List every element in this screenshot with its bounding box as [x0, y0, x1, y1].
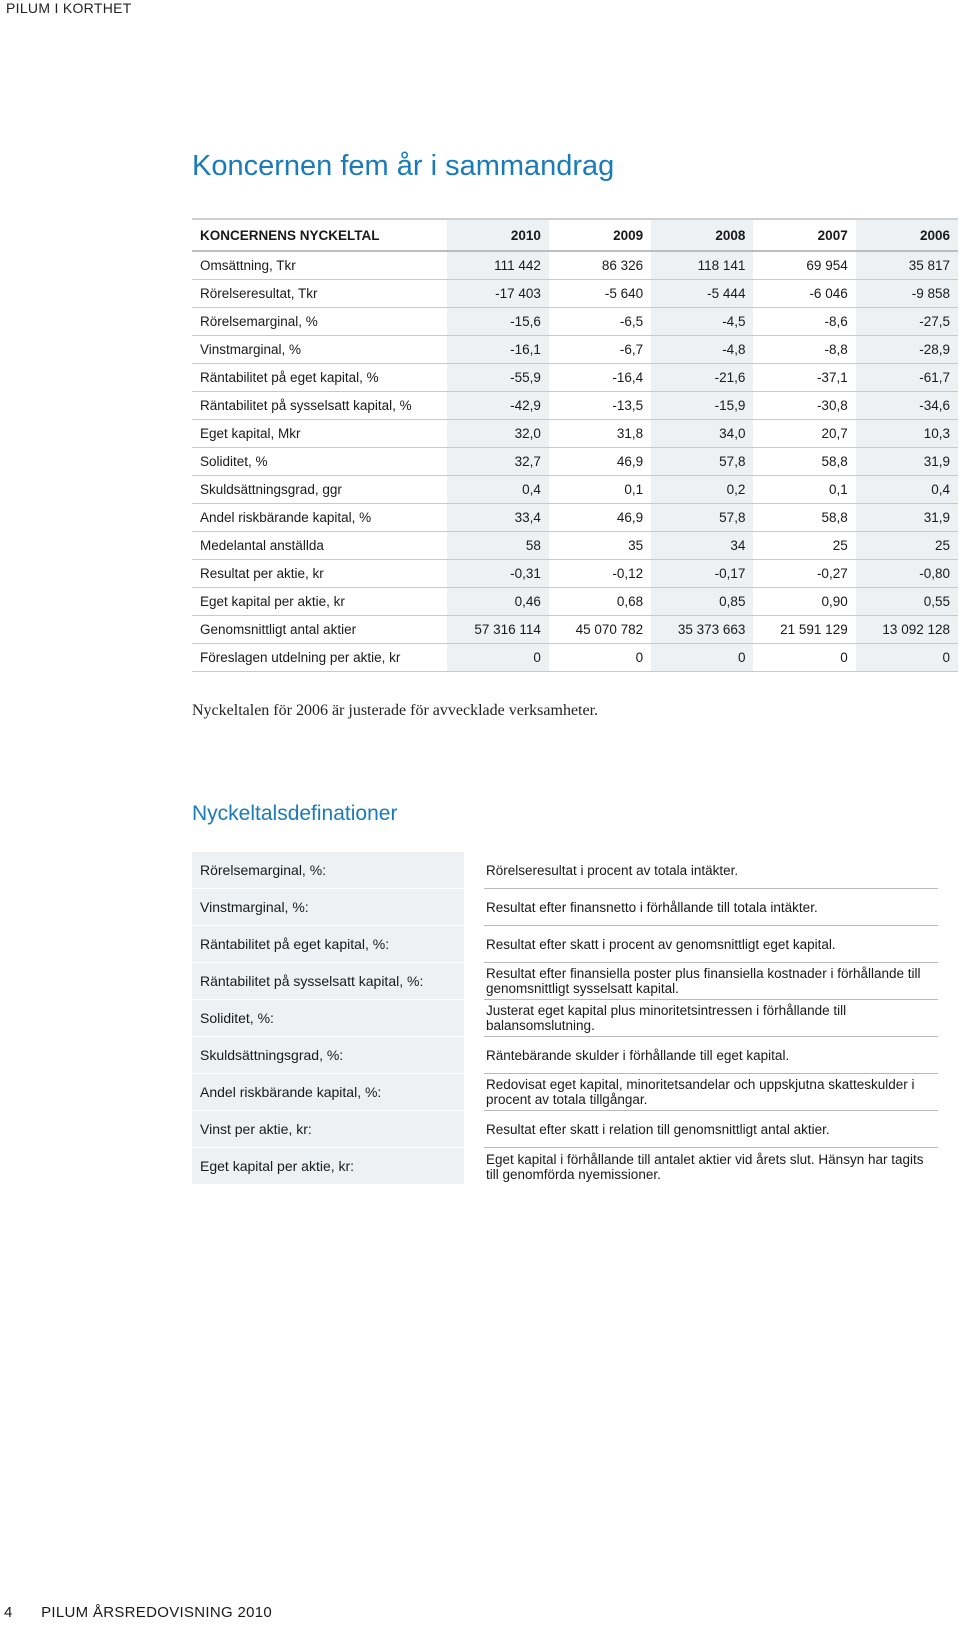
footer-text: PILUM ÅRSREDOVISNING 2010 [41, 1604, 273, 1621]
definition-row [192, 963, 938, 1000]
table-cell: 0 [753, 644, 855, 672]
definition-gap [464, 1037, 484, 1074]
definition-term: Vinst per aktie, kr: [192, 1111, 464, 1148]
table-cell: -6,5 [549, 308, 651, 336]
table-cell: -6,7 [549, 336, 651, 364]
table-cell: 0 [447, 644, 549, 672]
definition-row [192, 1148, 938, 1185]
table-cell: 0,55 [856, 588, 958, 616]
definition-row [192, 1000, 938, 1037]
table-row [192, 251, 958, 280]
table-row [192, 336, 958, 364]
definition-row [192, 1074, 938, 1111]
table-cell: 0 [651, 644, 753, 672]
table-cell: 0,4 [447, 476, 549, 504]
definition-description: Rörelseresultat i procent av totala intäkter. [484, 852, 938, 889]
row-label: Resultat per aktie, kr [192, 560, 447, 588]
table-cell: 35 373 663 [651, 616, 753, 644]
table-row [192, 392, 958, 420]
definition-description: Resultat efter finansnetto i förhållande till totala intäkter. [484, 889, 938, 926]
table-row [192, 588, 958, 616]
table-cell: 0,90 [753, 588, 855, 616]
table-cell: 0,2 [651, 476, 753, 504]
row-label: Föreslagen utdelning per aktie, kr [192, 644, 447, 672]
definition-row [192, 1111, 938, 1148]
row-label: Eget kapital per aktie, kr [192, 588, 447, 616]
table-cell: 58,8 [753, 504, 855, 532]
table-cell: -4,5 [651, 308, 753, 336]
table-cell: -21,6 [651, 364, 753, 392]
year-header: 2009 [549, 219, 651, 251]
table-cell: 10,3 [856, 420, 958, 448]
row-label: Medelantal anställda [192, 532, 447, 560]
year-header: 2010 [447, 219, 549, 251]
table-cell: -5 640 [549, 280, 651, 308]
table-cell: 35 [549, 532, 651, 560]
definition-row [192, 926, 938, 963]
table-cell: 20,7 [753, 420, 855, 448]
table-cell: -27,5 [856, 308, 958, 336]
table-cell: -15,9 [651, 392, 753, 420]
table-row [192, 448, 958, 476]
table-cell: 45 070 782 [549, 616, 651, 644]
table-row [192, 504, 958, 532]
definition-row [192, 1037, 938, 1074]
table-cell: 32,7 [447, 448, 549, 476]
table-cell: -8,8 [753, 336, 855, 364]
table-cell: 57 316 114 [447, 616, 549, 644]
page-number: 4 [4, 1604, 13, 1621]
definition-description: Resultat efter skatt i procent av genomsnittligt eget kapital. [484, 926, 938, 963]
table-cell: 86 326 [549, 251, 651, 280]
year-header: 2006 [856, 219, 958, 251]
table-cell: 58,8 [753, 448, 855, 476]
table-row [192, 476, 958, 504]
table-cell: 34 [651, 532, 753, 560]
table-cell: -0,80 [856, 560, 958, 588]
definition-gap [464, 1111, 484, 1148]
definition-description: Justerat eget kapital plus minoritetsintressen i förhållande till balansomslutning. [484, 1000, 938, 1037]
table-cell: 35 817 [856, 251, 958, 280]
table-row [192, 280, 958, 308]
table-cell: 0,4 [856, 476, 958, 504]
table-row [192, 308, 958, 336]
table-cell: -30,8 [753, 392, 855, 420]
definition-row [192, 852, 938, 889]
definition-term: Rörelsemarginal, %: [192, 852, 464, 889]
table-row [192, 420, 958, 448]
table-cell: -0,17 [651, 560, 753, 588]
table-cell: -8,6 [753, 308, 855, 336]
table-cell: 25 [856, 532, 958, 560]
table-cell: 58 [447, 532, 549, 560]
row-label: Andel riskbärande kapital, % [192, 504, 447, 532]
row-label: Soliditet, % [192, 448, 447, 476]
table-cell: 21 591 129 [753, 616, 855, 644]
definition-term: Skuldsättningsgrad, %: [192, 1037, 464, 1074]
definition-gap [464, 1148, 484, 1185]
table-cell: 33,4 [447, 504, 549, 532]
definition-description: Resultat efter finansiella poster plus finansiella kostnader i förhållande till genomsnittligt sysselsatt kapital. [484, 963, 938, 1000]
table-cell: 13 092 128 [856, 616, 958, 644]
table-cell: 0,68 [549, 588, 651, 616]
table-cell: -17 403 [447, 280, 549, 308]
definition-row [192, 889, 938, 926]
table-cell: -16,1 [447, 336, 549, 364]
table-cell: 31,9 [856, 448, 958, 476]
table-cell: 0,1 [549, 476, 651, 504]
table-cell: -16,4 [549, 364, 651, 392]
row-label: Rörelsemarginal, % [192, 308, 447, 336]
definition-term: Eget kapital per aktie, kr: [192, 1148, 464, 1185]
table-cell: -0,12 [549, 560, 651, 588]
table-cell: -6 046 [753, 280, 855, 308]
table-cell: -28,9 [856, 336, 958, 364]
row-label: Rörelseresultat, Tkr [192, 280, 447, 308]
table-cell: -42,9 [447, 392, 549, 420]
table-cell: 25 [753, 532, 855, 560]
table-cell: 69 954 [753, 251, 855, 280]
table-cell: -37,1 [753, 364, 855, 392]
table-row [192, 532, 958, 560]
table-cell: 111 442 [447, 251, 549, 280]
row-label: Räntabilitet på sysselsatt kapital, % [192, 392, 447, 420]
year-header: 2008 [651, 219, 753, 251]
table-row [192, 364, 958, 392]
definition-term: Räntabilitet på eget kapital, %: [192, 926, 464, 963]
table-header-row [192, 219, 958, 251]
definition-description: Resultat efter skatt i relation till genomsnittligt antal aktier. [484, 1111, 938, 1148]
table-cell: -4,8 [651, 336, 753, 364]
definition-gap [464, 1000, 484, 1037]
key-figures-table [192, 218, 958, 672]
page-header: PILUM I KORTHET [6, 0, 132, 16]
table-header-label: KONCERNENS NYCKELTAL [192, 219, 447, 251]
table-cell: 0,1 [753, 476, 855, 504]
definition-description: Räntebärande skulder i förhållande till eget kapital. [484, 1037, 938, 1074]
table-cell: -0,27 [753, 560, 855, 588]
table-cell: -13,5 [549, 392, 651, 420]
table-cell: 31,8 [549, 420, 651, 448]
row-label: Räntabilitet på eget kapital, % [192, 364, 447, 392]
table-cell: -9 858 [856, 280, 958, 308]
table-cell: -34,6 [856, 392, 958, 420]
section-title: Nyckeltalsdefinationer [192, 802, 398, 825]
table-cell: 0,46 [447, 588, 549, 616]
table-cell: 34,0 [651, 420, 753, 448]
row-label: Genomsnittligt antal aktier [192, 616, 447, 644]
table-cell: -15,6 [447, 308, 549, 336]
table-cell: 46,9 [549, 448, 651, 476]
definition-description: Redovisat eget kapital, minoritetsandelar och uppskjutna skatteskulder i procent av totala tillgångar. [484, 1074, 938, 1111]
table-cell: 118 141 [651, 251, 753, 280]
definitions-list [192, 852, 938, 1185]
table-row [192, 616, 958, 644]
table-cell: 31,9 [856, 504, 958, 532]
year-header: 2007 [753, 219, 855, 251]
page-title: Koncernen fem år i sammandrag [192, 150, 615, 182]
table-cell: 57,8 [651, 448, 753, 476]
row-label: Omsättning, Tkr [192, 251, 447, 280]
table-cell: 46,9 [549, 504, 651, 532]
definition-term: Soliditet, %: [192, 1000, 464, 1037]
definition-term: Räntabilitet på sysselsatt kapital, %: [192, 963, 464, 1000]
definition-gap [464, 852, 484, 889]
definition-term: Vinstmarginal, %: [192, 889, 464, 926]
table-cell: -55,9 [447, 364, 549, 392]
definition-gap [464, 963, 484, 1000]
table-row [192, 644, 958, 672]
table-cell: 0 [549, 644, 651, 672]
table-cell: 32,0 [447, 420, 549, 448]
row-label: Eget kapital, Mkr [192, 420, 447, 448]
table-cell: 0 [856, 644, 958, 672]
definition-description: Eget kapital i förhållande till antalet aktier vid årets slut. Hänsyn har tagits till genomförda nyemissioner. [486, 1151, 924, 1182]
definition-term: Andel riskbärande kapital, %: [192, 1074, 464, 1111]
definition-gap [464, 926, 484, 963]
row-label: Vinstmarginal, % [192, 336, 447, 364]
page-footer [4, 1604, 272, 1621]
table-cell: 0,85 [651, 588, 753, 616]
definition-gap [464, 889, 484, 926]
table-cell: -61,7 [856, 364, 958, 392]
table-cell: 57,8 [651, 504, 753, 532]
row-label: Skuldsättningsgrad, ggr [192, 476, 447, 504]
table-cell: -5 444 [651, 280, 753, 308]
table-cell: -0,31 [447, 560, 549, 588]
definition-gap [464, 1074, 484, 1111]
footnote: Nyckeltalen för 2006 är justerade för avvecklade verksamheter. [192, 702, 599, 719]
table-row [192, 560, 958, 588]
